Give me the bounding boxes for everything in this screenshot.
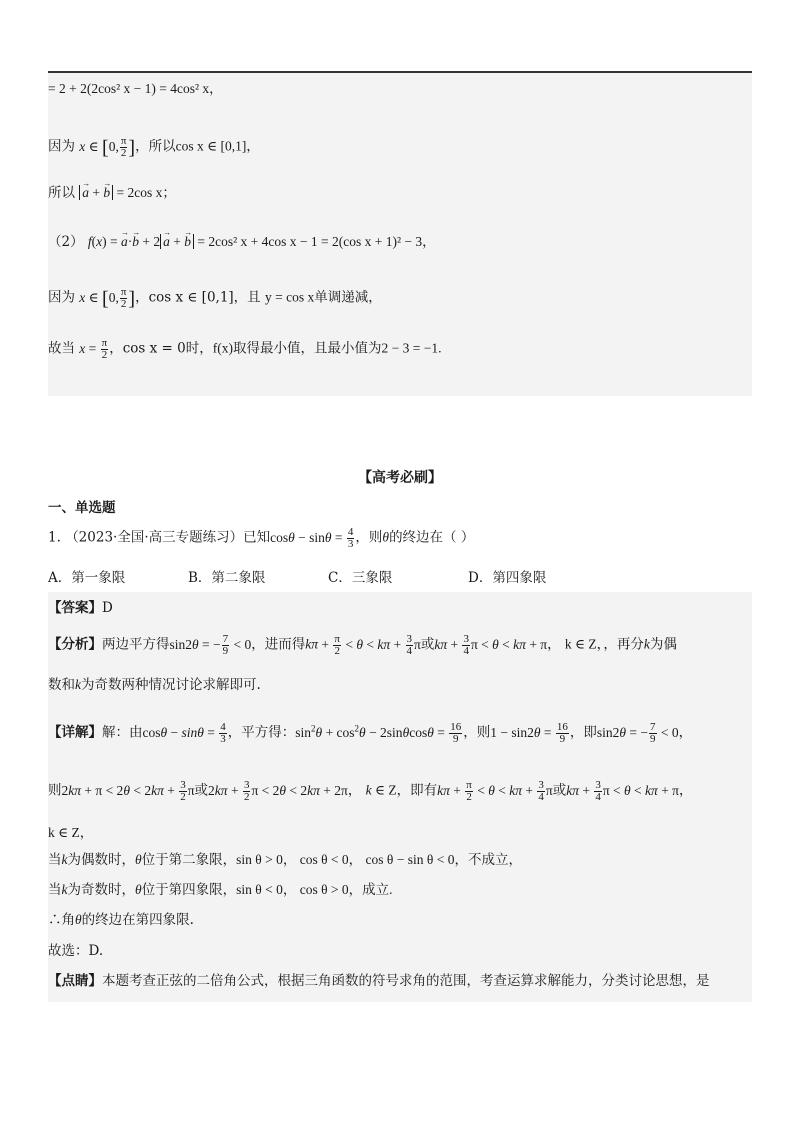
subsection-heading: 一、单选题: [48, 500, 116, 516]
question-1: 1. （2023·全国·高三专题练习）已知cosθ − sinθ = $\frac{4}{3}$ ，则θ的终边在（ ）: [48, 526, 475, 550]
choice-d: D．第四象限: [468, 570, 547, 586]
top-rule: [48, 71, 752, 73]
analysis-line-2: 数和k为奇数两种情况讨论求解即可.: [48, 677, 261, 693]
detail-line-4: 当k为偶数时，θ位于第二象限，sin θ > 0， cos θ < 0， cos θ − sin θ < 0，不成立，: [48, 852, 522, 868]
detail-line-3: k ∈ Z，: [48, 825, 94, 840]
detail-line-1: 【详解】解：由cosθ − sinθ = $\frac{4}{3}$ ，平方得：$\sin^2\theta + \cos^2\theta - 2\sin\theta\cos\theta$ = $\frac{16}{9}$ ，则1 − sin2θ = $\frac{16}{9}$ ，即sin2θ = − $\frac{7}{9}$ < 0，: [48, 720, 693, 745]
section-title: 【高考必刷】: [358, 470, 442, 486]
solution-line-2: 因为 x ∈ [0, $\frac{\pi}{2}$ ]，所以cos x ∈ [0,1]，: [48, 135, 260, 159]
comment-line: 【点睛】本题考查正弦的二倍角公式，根据三角函数的符号求角的范围，考查运算求解能力，分类讨论思想，是: [48, 973, 710, 989]
choice-c: C．三象限: [328, 570, 393, 586]
detail-line-7: 故选：D.: [48, 943, 104, 959]
solution-line-1: = 2 + 2(2cos² x − 1) = 4cos² x，: [48, 81, 223, 96]
detail-line-2: 则2kπ + π < 2θ < 2kπ + $\frac{3}{2}$ π或2kπ + $\frac{3}{2}$ π < 2θ < 2kπ + 2π， k ∈ Z，即有kπ + $\frac{\pi}{2}$ < θ < kπ + $\frac{3}{4}$ π或kπ + $\frac{3}{4}$ π < θ < kπ + π，: [48, 779, 693, 803]
solution-line-4: （2） f(x) = → a·→ b + 2→ a + → b = 2cos² x + 4cos x − 1 = 2(cos x + 1)² − 3，: [48, 232, 436, 252]
solution-line-6: 故当 x = $\frac{\pi}{2}$ ，cos x = 0时，f(x)取得最小值，且最小值为2 − 3 = −1.: [48, 337, 442, 361]
choice-b: B．第二象限: [188, 570, 266, 586]
solution-line-3: 所以 → a + → b = 2cos x；: [48, 183, 176, 203]
solution-line-5: 因为 x ∈ [0, $\frac{\pi}{2}$ ]，cos x ∈ [0,1]，且 y = cos x单调递减，: [48, 286, 382, 310]
detail-line-5: 当k为奇数时，θ位于第四象限，sin θ < 0， cos θ > 0，成立.: [48, 882, 393, 898]
answer-line: 【答案】D: [48, 600, 113, 616]
analysis-line-1: 【分析】两边平方得sin2θ = − $\frac{7}{9}$ < 0，进而得kπ + $\frac{\pi}{2}$ < θ < kπ + $\frac{3}{4}$ π或kπ + $\frac{3}{4}$ π < θ < kπ + π， k ∈ Z，，再分k为偶: [48, 633, 677, 657]
detail-line-6: ∴角θ的终边在第四象限.: [48, 912, 194, 928]
choice-a: A．第一象限: [48, 570, 126, 586]
